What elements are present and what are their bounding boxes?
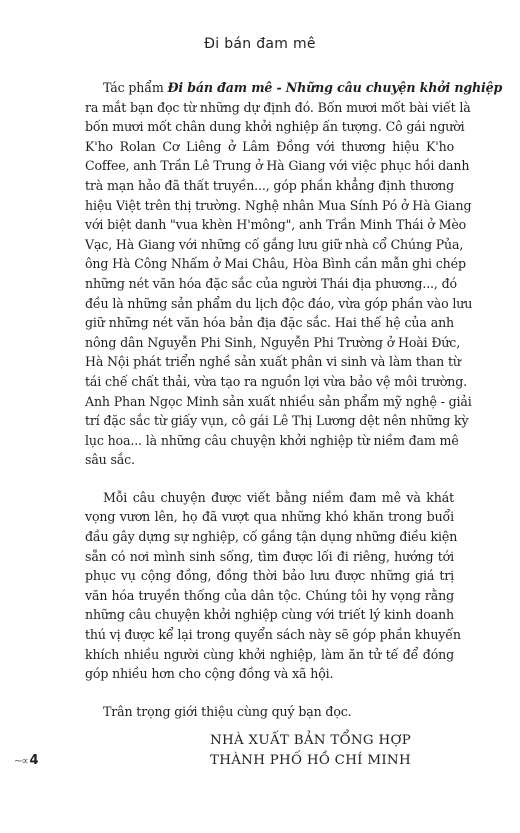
book-title: Đi bán đam mê - Những câu chuyện khởi nghiệp [167, 80, 503, 95]
running-title: Đi bán đam mê [204, 36, 316, 52]
text-line: ra mắt bạn đọc từ những dự định đó. Bốn mươi mốt bài viết là [85, 99, 471, 115]
text-line: Anh Phan Ngọc Minh sản xuất nhiều sản phẩm mỹ nghệ - giải [85, 393, 472, 409]
text-line: đầu gây dựng sự nghiệp, cố gắng tận dụng những điều kiện [85, 529, 458, 545]
paragraph-1-first-line [85, 78, 503, 98]
text-line: Vạc, Hà Giang với những cố gắng lưu giữ nhà cổ Chúng Pủa, [85, 236, 464, 252]
text-line: ông Hà Công Nhấm ở Mai Châu, Hòa Bình cần mẫn ghi chép [85, 256, 466, 272]
text-line: hiệu Việt trên thị trường. Nghệ nhân Mua Sính Pó ở Hà Giang [85, 197, 472, 213]
text-line: khích nhiều người cùng khởi nghiệp, làm ăn tử tế để đóng [85, 646, 454, 662]
foreword-text [85, 78, 503, 721]
text-line: sâu sắc. [85, 452, 135, 468]
text-line: văn hóa truyền thống của dân tộc. Chúng tôi hy vọng rằng [85, 587, 454, 603]
text-line: trà mạn hảo đã thất truyền..., góp phần khẳng định thương [85, 177, 455, 193]
text-line: sẵn có nơi mình sinh sống, tìm được lối đi riêng, hướng tới [85, 548, 454, 564]
paragraph-1-lead: Tác phẩm [103, 80, 168, 95]
text-line: góp nhiều hơn cho cộng đồng và xã hội. [85, 666, 334, 682]
text-line: với biệt danh "vua khèn H'mông", anh Trần Minh Thái ở Mèo [85, 217, 467, 233]
paragraph-1 [85, 78, 503, 470]
folio-ornament-icon: ~∝ [14, 756, 28, 767]
text-line: Hà Nội phát triển nghề sản xuất phân vi sinh và làm than từ [85, 354, 461, 370]
text-line: những câu chuyện khởi nghiệp cùng với triết lý kinh doanh [85, 607, 454, 623]
text-line: nông dân Nguyễn Phi Sinh, Nguyễn Phi Trường ở Hoài Đức, [85, 334, 461, 350]
text-line: những nét văn hóa đặc sắc của người Thái địa phương..., đó [85, 275, 457, 291]
publisher-signature [210, 731, 411, 770]
text-line: Coffee, anh Trần Lê Trung ở Hà Giang với việc phục hồi danh [85, 158, 470, 174]
publisher-line-2: THÀNH PHỐ HỒ CHÍ MINH [210, 752, 411, 768]
paragraph-3 [85, 702, 454, 722]
page-folio [14, 753, 39, 768]
text-line: tái chế chất thải, vừa tạo ra nguồn lợi vừa bảo vệ môi trường. [85, 373, 468, 389]
text-line: phục vụ cộng đồng, đồng thời bảo lưu được những giá trị [85, 568, 454, 584]
publisher-line-1: NHÀ XUẤT BẢN TỔNG HỢP [210, 733, 412, 748]
closing-line: Trân trọng giới thiệu cùng quý bạn đọc. [103, 703, 352, 719]
text-line: thú vị được kể lại trong quyển sách này sẽ góp phần khuyến [85, 627, 461, 643]
text-line: lục hoa... là những câu chuyện khởi nghiệp từ niềm đam mê [85, 432, 459, 448]
text-line: trí đặc sắc từ giấy vụn, cô gái Lê Thị Lương dệt nên những kỳ [85, 413, 469, 429]
text-line: K'ho Rolan Cơ Liêng ở Lâm Đồng với thương hiệu K'ho [85, 138, 454, 154]
paragraph-2 [85, 488, 461, 684]
text-line: bốn mươi mốt chân dung khởi nghiệp ấn tượng. Cô gái người [85, 119, 465, 135]
text-line: vọng vươn lên, họ đã vượt qua những khó khăn trong buổi [85, 509, 454, 525]
page-number: 4 [29, 753, 39, 768]
text-line: đều là những sản phẩm du lịch độc đáo, vừa góp phần vào lưu [85, 295, 473, 311]
text-line: giữ những nét văn hóa bản địa đặc sắc. Hai thế hệ của anh [85, 315, 454, 331]
text-line: Mỗi câu chuyện được viết bằng niềm đam mê và khát [103, 489, 454, 505]
